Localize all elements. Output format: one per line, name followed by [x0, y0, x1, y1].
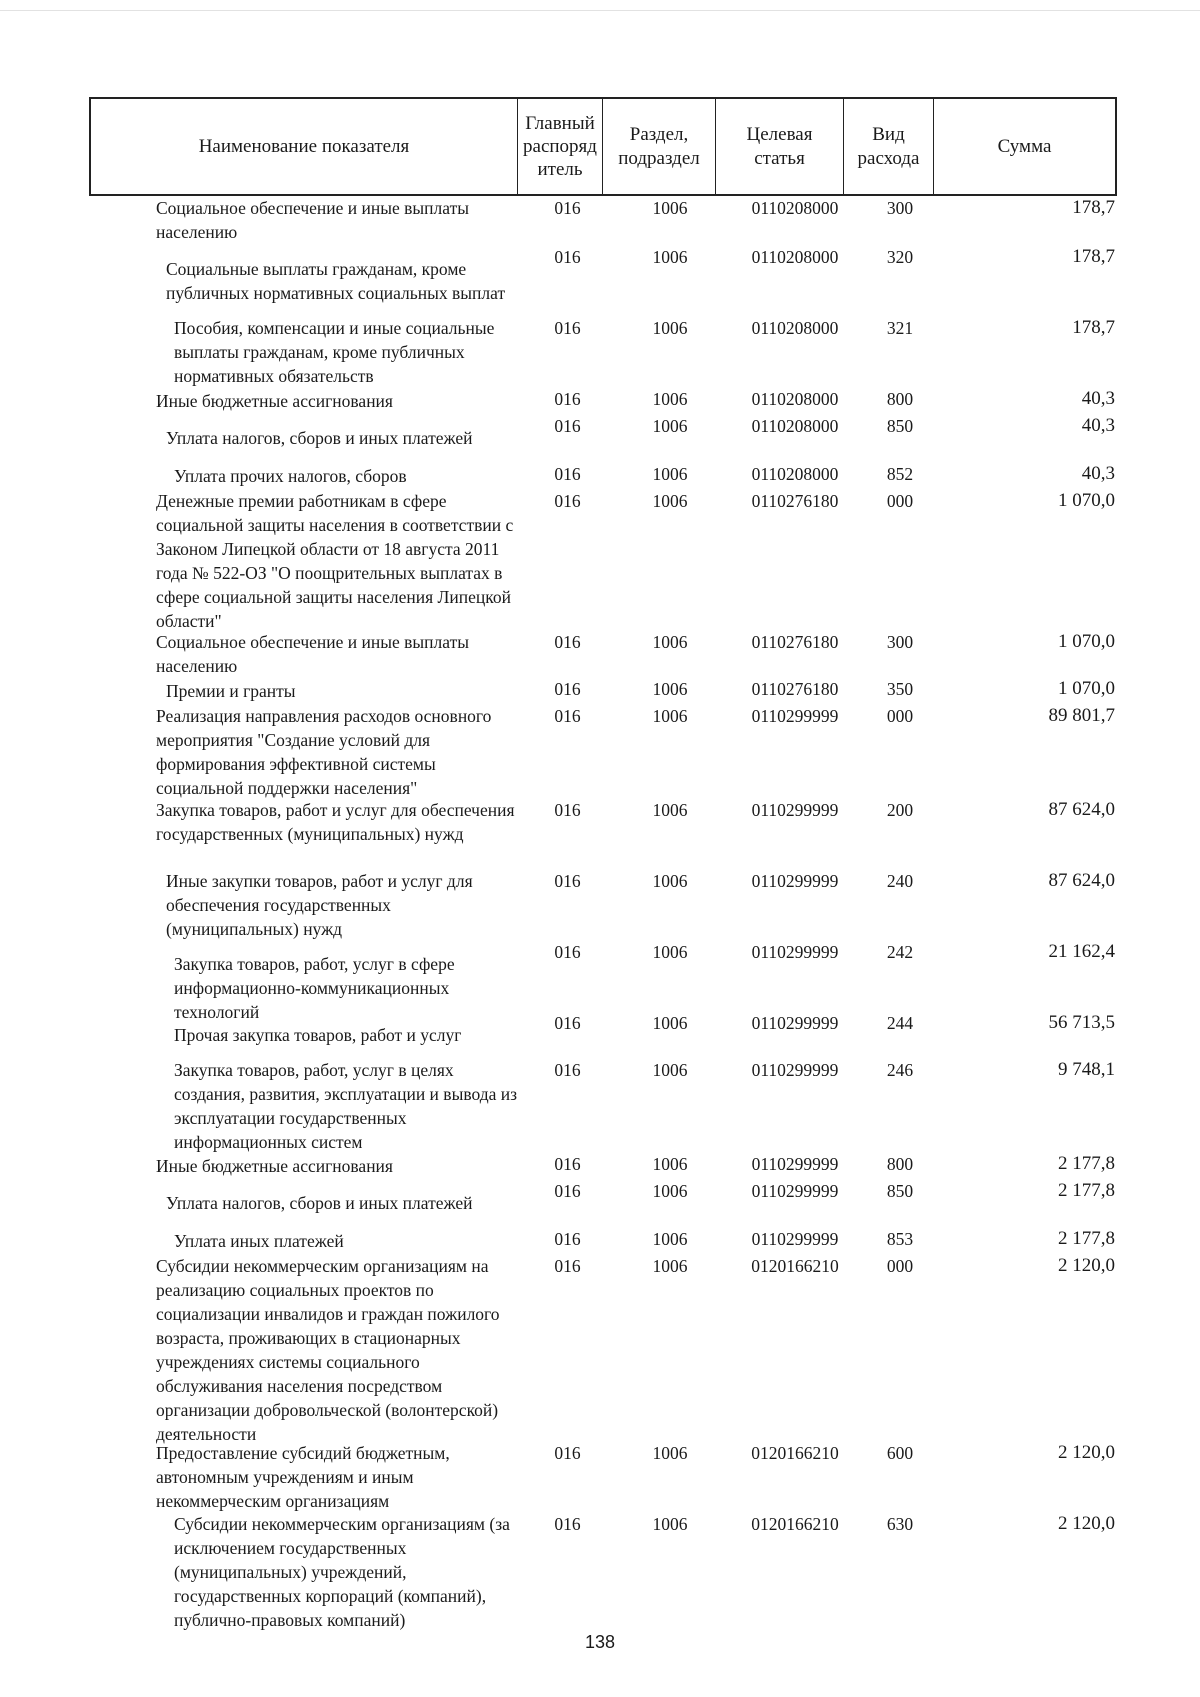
row-kind: 000: [886, 491, 914, 511]
row-admin: 016: [554, 1256, 581, 1276]
row-admin: 016: [554, 1514, 581, 1534]
row-name: Субсидии некоммерческим организациям (за исключением государственных (муниципальных) учреждений, государственных корпораций (компаний), публично-правовых компаний): [174, 1514, 510, 1630]
row-kind: 000: [886, 1256, 914, 1276]
row-sum: 89 801,7: [1048, 705, 1115, 726]
row-article: 0110276180: [751, 491, 839, 511]
row-article: 0110299999: [751, 1013, 839, 1033]
row-section: 1006: [652, 464, 688, 484]
row-name: Иные закупки товаров, работ и услуг для обеспечения государственных (муниципальных) нужд: [166, 871, 473, 939]
row-section: 1006: [652, 1060, 688, 1080]
row-admin: 016: [554, 389, 581, 409]
row-article: 0110299999: [751, 1060, 839, 1080]
row-name: Уплата прочих налогов, сборов: [174, 466, 407, 486]
row-admin: 016: [554, 942, 581, 962]
row-sum: 1 070,0: [1058, 678, 1115, 699]
row-article: 0110299999: [751, 1154, 839, 1174]
row-admin: 016: [554, 1013, 581, 1033]
row-article: 0110208000: [751, 318, 839, 338]
row-name: Социальное обеспечение и иные выплаты населению: [156, 632, 470, 676]
row-sum: 40,3: [1081, 415, 1115, 436]
row-article: 0120166210: [751, 1514, 839, 1534]
row-sum: 40,3: [1081, 463, 1115, 484]
row-section: 1006: [652, 491, 688, 511]
row-article: 0110299999: [751, 800, 839, 820]
header-admin: Главный распоряд итель: [518, 99, 603, 194]
row-admin: 016: [554, 1060, 581, 1080]
row-sum: 1 070,0: [1058, 631, 1115, 652]
page-number: 138: [584, 1632, 616, 1652]
row-name: Иные бюджетные ассигнования: [156, 1156, 393, 1176]
row-sum: 2 177,8: [1058, 1180, 1115, 1201]
row-name: Уплата налогов, сборов и иных платежей: [166, 428, 473, 448]
header-sum: Сумма: [997, 135, 1052, 157]
row-kind: 300: [886, 198, 914, 218]
row-sum: 87 624,0: [1048, 799, 1115, 820]
row-kind: 600: [886, 1443, 914, 1463]
header-article: Целевая статья: [716, 99, 844, 194]
row-article: 0110208000: [751, 389, 839, 409]
row-section: 1006: [652, 1013, 688, 1033]
row-name: Закупка товаров, работ, услуг в сфере информационно-коммуникационных технологий: [174, 954, 455, 1022]
row-admin: 016: [554, 464, 581, 484]
row-admin: 016: [554, 318, 581, 338]
row-article: 0110208000: [751, 464, 839, 484]
row-article: 0110299999: [751, 942, 839, 962]
row-section: 1006: [652, 318, 688, 338]
row-article: 0110208000: [751, 416, 839, 436]
row-section: 1006: [652, 1181, 688, 1201]
header-name: Наименование показателя: [91, 99, 518, 194]
row-kind: 300: [886, 632, 914, 652]
row-section: 1006: [652, 800, 688, 820]
row-admin: 016: [554, 247, 581, 267]
row-name: Предоставление субсидий бюджетным, автономным учреждениям и иным некоммерческим организациям: [156, 1443, 450, 1511]
row-kind: 321: [886, 318, 914, 338]
row-section: 1006: [652, 706, 688, 726]
row-section: 1006: [652, 871, 688, 891]
row-name: Прочая закупка товаров, работ и услуг: [174, 1025, 462, 1045]
row-admin: 016: [554, 1443, 581, 1463]
row-sum: 2 177,8: [1058, 1153, 1115, 1174]
row-kind: 240: [886, 871, 914, 891]
row-section: 1006: [652, 1443, 688, 1463]
row-name: Пособия, компенсации и иные социальные выплаты гражданам, кроме публичных нормативных обязательств: [174, 318, 495, 386]
row-sum: 56 713,5: [1048, 1012, 1115, 1033]
row-section: 1006: [652, 416, 688, 436]
row-admin: 016: [554, 1181, 581, 1201]
row-admin: 016: [554, 1229, 581, 1249]
row-name: Социальные выплаты гражданам, кроме публичных нормативных социальных выплат: [166, 259, 506, 303]
row-admin: 016: [554, 632, 581, 652]
row-kind: 850: [886, 416, 914, 436]
row-kind: 350: [886, 679, 914, 699]
row-section: 1006: [652, 942, 688, 962]
row-article: 0120166210: [751, 1256, 839, 1276]
row-article: 0110208000: [751, 247, 839, 267]
row-section: 1006: [652, 247, 688, 267]
row-section: 1006: [652, 1154, 688, 1174]
row-article: 0110276180: [751, 632, 839, 652]
row-section: 1006: [652, 198, 688, 218]
row-sum: 9 748,1: [1058, 1059, 1115, 1080]
row-name: Социальное обеспечение и иные выплаты населению: [156, 198, 470, 242]
row-name: Закупка товаров, работ и услуг для обеспечения государственных (муниципальных) нужд: [156, 800, 515, 844]
row-admin: 016: [554, 871, 581, 891]
row-kind: 853: [886, 1229, 914, 1249]
row-article: 0110299999: [751, 871, 839, 891]
row-section: 1006: [652, 389, 688, 409]
row-article: 0110208000: [751, 198, 839, 218]
row-sum: 2 120,0: [1058, 1255, 1115, 1276]
row-sum: 21 162,4: [1048, 941, 1115, 962]
row-kind: 242: [886, 942, 914, 962]
row-kind: 800: [886, 389, 914, 409]
row-name: Денежные премии работникам в сфере социальной защиты населения в соответствии с Законом Липецкой области от 18 августа 2011 года № 522-ОЗ "О поощрительных выплатах в сфере социальной защиты населения Липецкой области": [156, 491, 514, 631]
header-kind: Вид расхода: [844, 99, 934, 194]
row-section: 1006: [652, 679, 688, 699]
row-admin: 016: [554, 706, 581, 726]
row-article: 0120166210: [751, 1443, 839, 1463]
row-sum: 87 624,0: [1048, 870, 1115, 891]
row-admin: 016: [554, 800, 581, 820]
row-section: 1006: [652, 632, 688, 652]
row-kind: 320: [886, 247, 914, 267]
header-section: Раздел, подраздел: [603, 99, 716, 194]
row-admin: 016: [554, 416, 581, 436]
row-name: Уплата иных платежей: [174, 1231, 344, 1251]
row-name: Закупка товаров, работ, услуг в целях создания, развития, эксплуатации и вывода из эксплуатации государственных информационных систем: [174, 1060, 518, 1152]
row-section: 1006: [652, 1229, 688, 1249]
row-admin: 016: [554, 1154, 581, 1174]
row-article: 0110299999: [751, 1181, 839, 1201]
row-admin: 016: [554, 679, 581, 699]
row-kind: 000: [886, 706, 914, 726]
row-sum: 2 177,8: [1058, 1228, 1115, 1249]
row-name: Субсидии некоммерческим организациям на реализацию социальных проектов по социализации инвалидов и граждан пожилого возраста, проживающих в стационарных учреждениях системы социального обслуживания населения посредством организации добровольческой (волонтерской) деятельности: [156, 1256, 500, 1444]
row-section: 1006: [652, 1256, 688, 1276]
row-name: Уплата налогов, сборов и иных платежей: [166, 1193, 473, 1213]
row-kind: 246: [886, 1060, 914, 1080]
row-section: 1006: [652, 1514, 688, 1534]
row-sum: 178,7: [1072, 197, 1115, 218]
row-kind: 800: [886, 1154, 914, 1174]
row-sum: 2 120,0: [1058, 1513, 1115, 1534]
row-name: Реализация направления расходов основного мероприятия "Создание условий для формирования эффективной системы социальной поддержки населения": [156, 706, 492, 798]
row-name: Премии и гранты: [166, 681, 296, 701]
row-kind: 850: [886, 1181, 914, 1201]
row-name: Иные бюджетные ассигнования: [156, 391, 393, 411]
row-kind: 200: [886, 800, 914, 820]
row-sum: 178,7: [1072, 317, 1115, 338]
row-sum: 178,7: [1072, 246, 1115, 267]
row-article: 0110299999: [751, 706, 839, 726]
row-sum: 2 120,0: [1058, 1442, 1115, 1463]
row-admin: 016: [554, 491, 581, 511]
row-sum: 1 070,0: [1058, 490, 1115, 511]
row-sum: 40,3: [1081, 388, 1115, 409]
row-kind: 852: [886, 464, 914, 484]
row-article: 0110299999: [751, 1229, 839, 1249]
row-kind: 630: [886, 1514, 914, 1534]
row-article: 0110276180: [751, 679, 839, 699]
row-kind: 244: [886, 1013, 914, 1033]
row-admin: 016: [554, 198, 581, 218]
